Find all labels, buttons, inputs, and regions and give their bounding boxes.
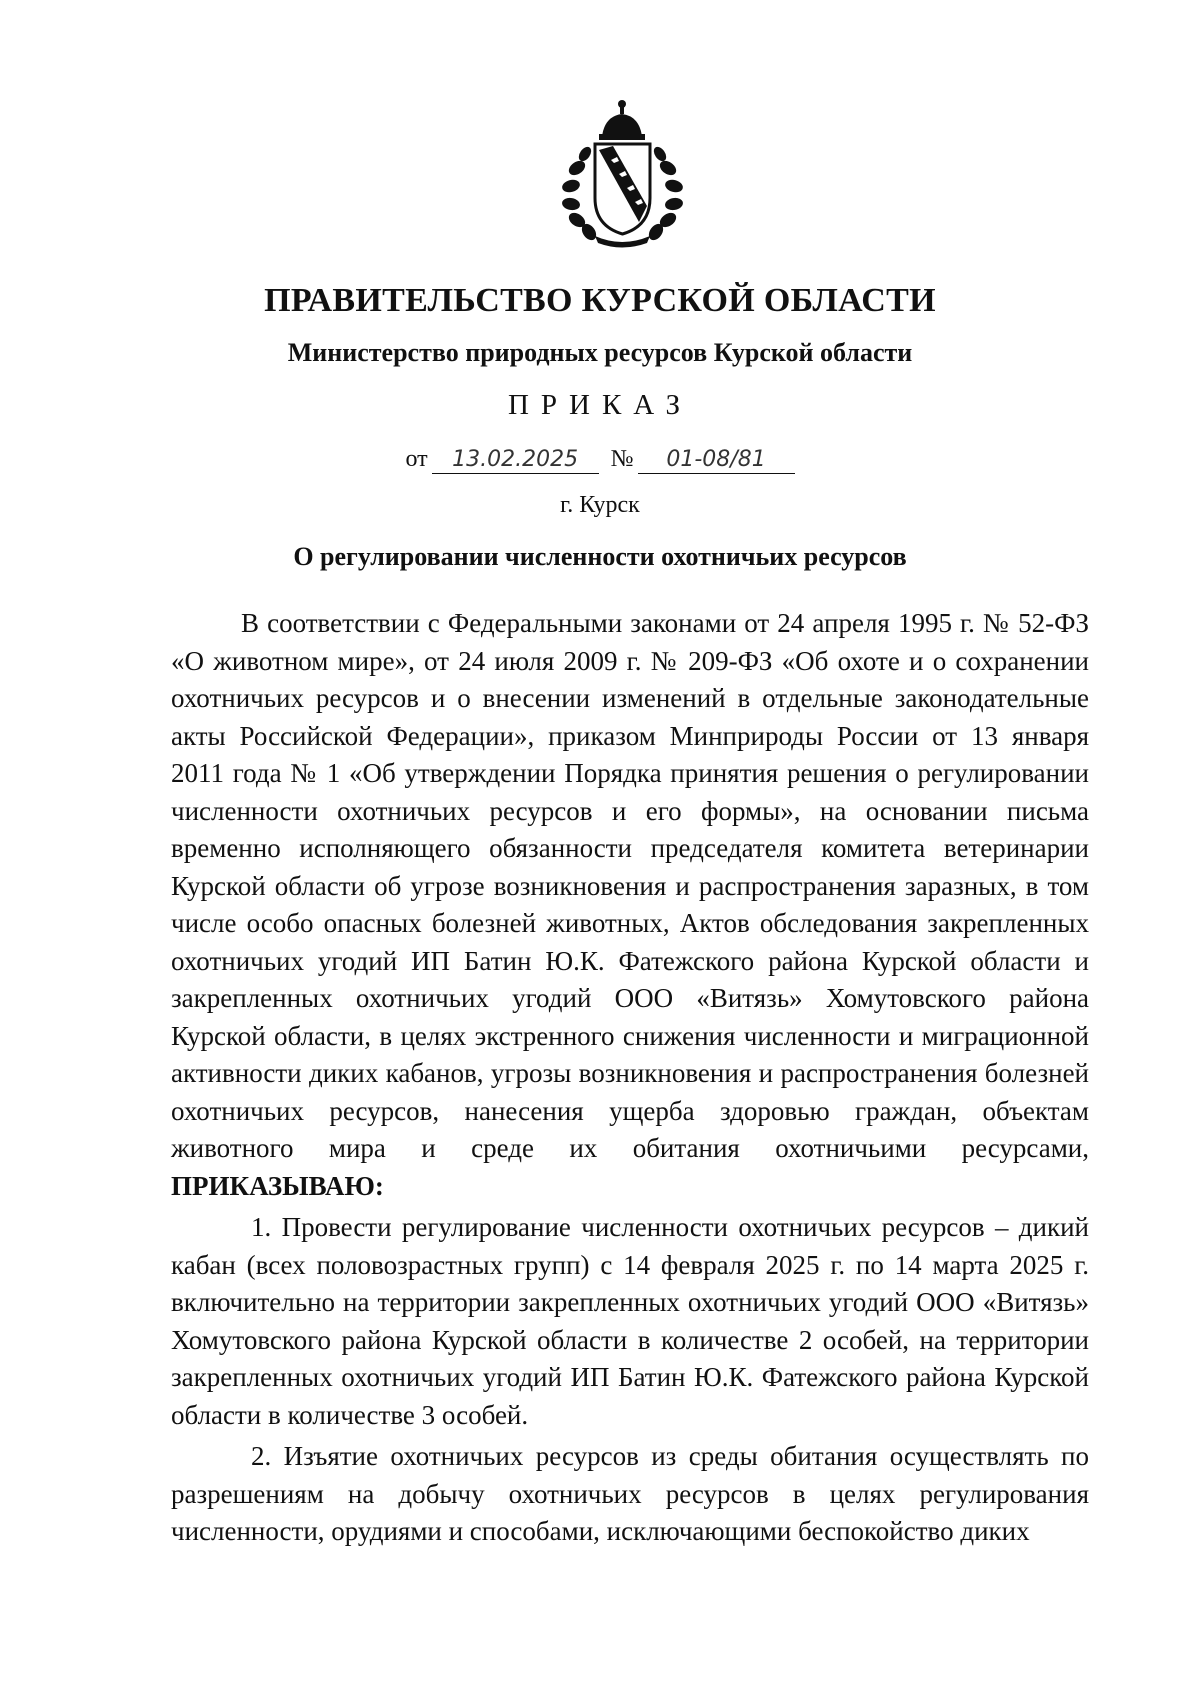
- order-verb: ПРИКАЗЫВАЮ: [171, 1170, 375, 1201]
- order-colon: :: [374, 1170, 384, 1201]
- number-prefix: №: [610, 446, 634, 472]
- order-item-2: 2. Изъятие охотничьих ресурсов из среды обитания осуществлять по разрешениям на добычу охотничьих ресурсов в целях регулирования численности, орудиями и способами, исключающими беспокойство диких: [171, 1441, 1089, 1546]
- order-subject: О регулировании численности охотничьих ресурсов: [293, 542, 907, 571]
- city-line: г. Курск: [560, 492, 640, 518]
- handwritten-order-number: 01-08/81: [638, 447, 795, 474]
- preamble-paragraph: [171, 605, 1089, 1205]
- document-body: [171, 605, 1089, 1551]
- order-date-number-line: [0, 446, 1200, 474]
- order-item-1: 1. Провести регулирование численности охотничьих ресурсов – дикий кабан (всех половозрастных групп) с 14 февраля 2025 г. по 14 марта 2025 г. включительно на территории закрепленных охотничьих угодий ООО «Витязь» Хомутовского района Курской области в количестве 2 особей, на территории закрепленных охотничьих угодий ИП Батин Ю.К. Фатежского района Курской области в количестве 3 особей.: [171, 1212, 1089, 1430]
- handwritten-date: 13.02.2025: [432, 447, 599, 474]
- date-prefix: от: [405, 446, 428, 472]
- coat-of-arms-emblem: [555, 98, 690, 248]
- ministry-name: Министерство природных ресурсов Курской области: [287, 338, 913, 367]
- preamble-text: В соответствии с Федеральными законами от 24 апреля 1995 г. № 52-ФЗ «О животном мире», от 24 июля 2009 г. № 209-ФЗ «Об охоте и о сохранении охотничьих ресурсов и о внесении изменений в отдельные законодательные акты Российской Федерации», приказом Минприроды России от 13 января 2011 года № 1 «Об утверждении Порядка принятия решения о регулировании численности охотничьих ресурсов и его формы», на основании письма временно исполняющего обязанности председателя комитета ветеринарии Курской области об угрозе возникновения и распространения заразных, в том числе особо опасных болезней животных, Актов обследования закрепленных охотничьих угодий ИП Батин Ю.К. Фатежского района Курской области и закрепленных охотничьих угодий ООО «Витязь» Хомутовского района Курской области, в целях экстренного снижения численности и миграционной активности диких кабанов, угрозы возникновения и распространения болезней охотничьих ресурсов, нанесения ущерба здоровью граждан, объектам животного мира и среде их обитания охотничьими ресурсами,: [171, 608, 1089, 1163]
- order-heading: ПРИКАЗ: [507, 389, 693, 421]
- government-title: ПРАВИТЕЛЬСТВО КУРСКОЙ ОБЛАСТИ: [264, 282, 936, 319]
